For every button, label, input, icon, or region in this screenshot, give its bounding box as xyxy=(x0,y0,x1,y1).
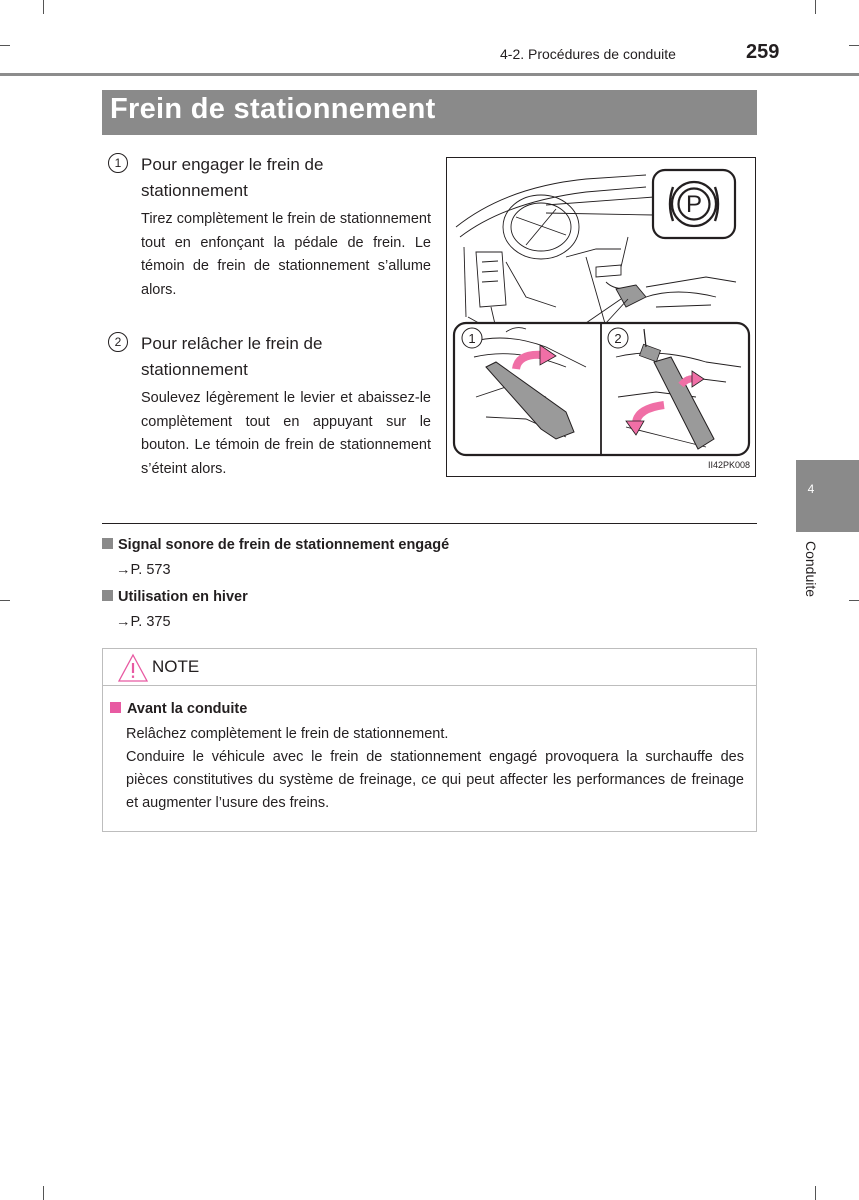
note-body xyxy=(126,723,744,815)
square-bullet-icon xyxy=(102,538,113,549)
page-reference: →P. 375 xyxy=(116,614,171,630)
crop-mark xyxy=(0,45,10,46)
crop-mark xyxy=(815,0,816,14)
note-line: Conduire le véhicule avec le frein de stationnement engagé provoquera la surchauffe des pièces constitutives du système de freinage, ce qui peut affecter les performances de freinage et augmenter l’usure des freins. xyxy=(126,749,744,811)
title-bar xyxy=(102,90,757,135)
note-line: Relâchez complètement le frein de stationnement. xyxy=(126,726,449,742)
step-body: Tirez complètement le frein de stationnement tout en enfonçant la pédale de frein. Le témoin de frein de stationnement s’allume alors. xyxy=(141,211,431,299)
step-2 xyxy=(108,331,430,511)
crop-mark xyxy=(849,600,859,601)
step-heading: Pour engager le frein de stationnement xyxy=(141,155,324,200)
note-item xyxy=(102,537,449,553)
note-subtitle: Avant la conduite xyxy=(127,701,248,717)
note-title: Signal sonore de frein de stationnement engagé xyxy=(118,537,450,553)
warning-triangle-icon xyxy=(117,653,149,683)
note-item xyxy=(102,589,248,605)
crop-mark xyxy=(43,0,44,14)
page-number: 259 xyxy=(746,41,780,63)
parking-indicator-icon: P xyxy=(685,191,703,218)
note-label: NOTE xyxy=(152,657,200,676)
crop-mark xyxy=(43,1186,44,1200)
figure-code: II42PK008 xyxy=(707,460,750,470)
parking-brake-illustration xyxy=(446,157,756,477)
square-bullet-icon xyxy=(102,590,113,601)
step-heading: Pour relâcher le frein de stationnement xyxy=(141,334,323,379)
crop-mark xyxy=(0,600,10,601)
chapter-number: 4 xyxy=(807,482,815,496)
inset-number: 1 xyxy=(468,331,476,346)
crop-mark xyxy=(849,45,859,46)
note-head-rule xyxy=(103,685,756,686)
step-1 xyxy=(108,152,430,332)
page-title: Frein de stationnement xyxy=(110,93,436,125)
header-rule xyxy=(0,73,859,76)
step-body: Soulevez légèrement le levier et abaissez-le complètement tout en appuyant sur le bouton. Le témoin de frein de stationnement s’éteint alors. xyxy=(141,390,431,478)
note-subtitle-row xyxy=(110,701,247,717)
note-title: Utilisation en hiver xyxy=(118,589,248,605)
step-number: 2 xyxy=(108,332,128,352)
section-rule xyxy=(102,523,757,524)
note-box xyxy=(102,648,757,832)
pink-square-bullet-icon xyxy=(110,702,121,713)
chapter-tab xyxy=(796,460,859,532)
crop-mark xyxy=(815,1186,816,1200)
header-section: 4-2. Procédures de conduite xyxy=(500,46,676,62)
step-number: 1 xyxy=(108,153,128,173)
chapter-label: Conduite xyxy=(803,541,819,598)
inset-number: 2 xyxy=(614,331,622,346)
page-reference: →P. 573 xyxy=(116,562,171,578)
